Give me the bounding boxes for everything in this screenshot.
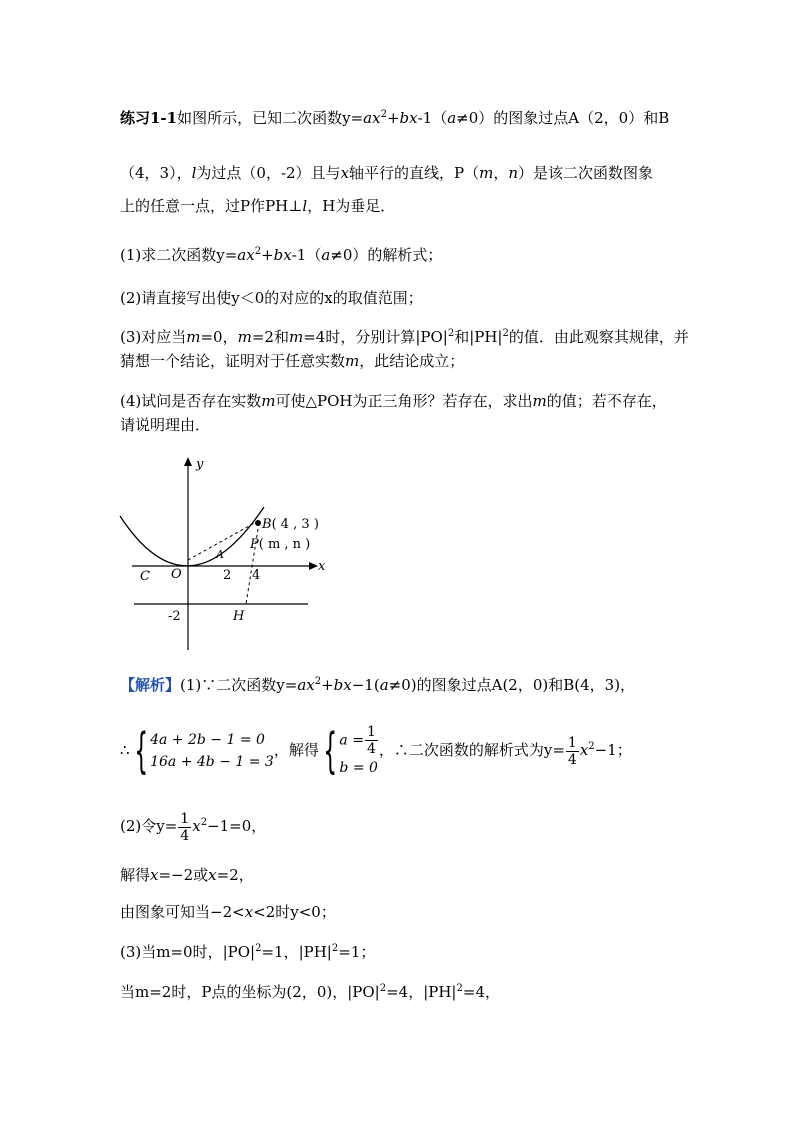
parabola-curve — [120, 507, 264, 566]
text: x — [340, 164, 350, 182]
tick-neg2-label: -2 — [168, 609, 181, 624]
brace: { — [133, 723, 148, 779]
y-axis-label: y — [196, 457, 204, 472]
problem-line-1 — [120, 108, 669, 128]
b-letter: B — [262, 517, 272, 532]
text: ，解得 — [273, 741, 319, 759]
solution-line-3 — [120, 865, 254, 885]
fraction — [178, 811, 191, 844]
equation-2: 16a + 4b − 1 = 3 — [150, 754, 274, 770]
text: x — [244, 903, 254, 921]
superscript: 2 — [502, 328, 509, 339]
text: =1； — [338, 943, 376, 961]
solution-line-6 — [120, 982, 500, 1002]
solution-system — [339, 724, 378, 779]
text: ，此结论成立； — [359, 352, 465, 370]
question-4-line-1 — [120, 391, 667, 411]
problem-line-3 — [120, 196, 395, 216]
text: 轴平行的直线，P（ — [349, 164, 480, 182]
equation-1: 4a + 2b − 1 = 0 — [150, 732, 265, 748]
text: 可使△POH为正三角形？若存在，求出 — [275, 392, 533, 410]
text: m — [532, 392, 547, 410]
text: -1（ — [417, 109, 448, 127]
point-b — [255, 520, 261, 526]
text: 的值；若不存在， — [546, 392, 667, 410]
text: l — [191, 164, 197, 182]
p-coords: ( m , n ) — [258, 537, 311, 552]
text: 由图象可知当−2< — [120, 903, 245, 921]
b-coords: ( 4 , 3 ) — [271, 517, 319, 532]
fraction-denominator: 4 — [567, 751, 577, 768]
y-axis-arrow — [184, 457, 192, 466]
text: ，H为垂足． — [307, 197, 396, 215]
text: l — [302, 197, 308, 215]
superscript: 2 — [255, 943, 262, 954]
tick-4-label: 4 — [252, 568, 261, 583]
fraction-numerator: 1 — [567, 734, 577, 751]
text: =4时，分别计算|PO| — [303, 328, 448, 346]
solution-line-5 — [120, 942, 375, 962]
point-b-label — [261, 517, 319, 532]
text: =4，|PH| — [386, 983, 457, 1001]
text: （4，3）， — [120, 164, 192, 182]
text: 当m=2时，P点的坐标为(2，0)，|PO| — [120, 983, 380, 1001]
text: + — [321, 676, 334, 694]
parabola-figure — [118, 455, 338, 655]
fraction-numerator: 1 — [180, 810, 190, 827]
text: -1（ — [291, 246, 322, 264]
point-h-label: H — [233, 609, 245, 624]
text: x — [192, 817, 201, 835]
solution-line-1 — [120, 675, 635, 695]
text: =2和 — [251, 328, 289, 346]
text: −1=0， — [207, 817, 267, 835]
text: ≠0）的解析式； — [330, 246, 443, 264]
problem-label: 练习1-1 — [120, 109, 178, 127]
superscript: 2 — [588, 741, 595, 752]
text: + — [261, 246, 274, 264]
text: (4)试问是否存在实数 — [120, 392, 262, 410]
text: −1； — [594, 741, 632, 759]
superscript: 2 — [254, 246, 262, 257]
superscript: 2 — [447, 328, 455, 339]
therefore-symbol: ∴ — [120, 741, 130, 759]
text: n — [508, 164, 519, 182]
text: 和|PH| — [454, 328, 503, 346]
point-a-label: A — [216, 548, 224, 561]
superscript: 2 — [380, 109, 387, 120]
text: m — [186, 328, 201, 346]
text: =4， — [462, 983, 500, 1001]
superscript: 2 — [314, 676, 322, 687]
text: + — [386, 109, 400, 127]
superscript: 2 — [456, 983, 463, 994]
text: m — [261, 392, 276, 410]
p-letter: P — [250, 537, 259, 552]
problem-line-2 — [120, 163, 653, 183]
text: a — [321, 246, 331, 264]
x-axis-label: x — [318, 559, 326, 574]
answer-a: a = — [339, 732, 364, 748]
text: x — [579, 741, 589, 759]
text: ax — [297, 676, 315, 694]
text: ax — [363, 109, 381, 127]
text: ， — [493, 164, 509, 182]
solution-system-line — [120, 722, 632, 779]
text: 的值．由此观察其规律，并 — [508, 328, 689, 346]
text: ≠0）的图象过点A（2，0）和B — [456, 109, 670, 127]
solution-line-4 — [120, 902, 336, 922]
fraction — [566, 735, 579, 768]
solution-line-2 — [120, 808, 266, 844]
text: bx — [273, 246, 292, 264]
text: =1，|PH| — [261, 943, 332, 961]
superscript: 2 — [200, 817, 208, 828]
text: ax — [237, 246, 255, 264]
text: 上的任意一点，过P作PH⊥ — [120, 197, 303, 215]
question-3-line-1 — [120, 327, 689, 347]
text: m — [288, 328, 304, 346]
answer-b: b = 0 — [339, 759, 378, 776]
text: x — [208, 866, 217, 884]
fraction-numerator: 1 — [366, 723, 376, 740]
text: 如图所示，已知二次函数y= — [177, 109, 364, 127]
text: (1)求二次函数y= — [120, 246, 238, 264]
text: m — [345, 352, 360, 370]
text: a — [379, 676, 389, 694]
brace: { — [323, 723, 338, 779]
text: =2， — [216, 866, 254, 884]
fraction-denominator: 4 — [366, 740, 376, 757]
text: bx — [333, 676, 352, 694]
fraction-denominator: 4 — [180, 827, 190, 844]
text: (1)∵二次函数y= — [180, 676, 298, 694]
question-2: (2)请直接写出使y＜0的对应的x的取值范围； — [120, 289, 423, 307]
fraction — [365, 724, 378, 757]
text: 解得 — [120, 866, 151, 884]
text: ）是该二次函数图象 — [518, 164, 654, 182]
origin-label: O — [171, 567, 182, 582]
text: m — [237, 328, 252, 346]
text: ≠0)的图象过点A(2，0)和B(4，3)， — [388, 676, 636, 694]
tick-2-label: 2 — [223, 568, 232, 583]
x-axis-arrow — [309, 562, 318, 570]
text: 猜想一个结论，证明对于任意实数 — [120, 352, 346, 370]
text: 为过点（0，-2）且与 — [196, 164, 341, 182]
text: =0， — [200, 328, 238, 346]
text: m — [479, 164, 494, 182]
superscript: 2 — [379, 983, 387, 994]
text: (3)对应当 — [120, 328, 187, 346]
question-3-line-2 — [120, 351, 464, 371]
text: −1( — [351, 676, 380, 694]
text: bx — [399, 109, 418, 127]
solution-tag: 【解析】 — [120, 676, 181, 694]
text: x — [150, 866, 159, 884]
text: (2)令y= — [120, 817, 178, 835]
equation-system — [150, 729, 274, 773]
point-p-label — [249, 537, 310, 552]
text: ，∴二次函数的解析式为y= — [378, 741, 565, 759]
text: <2时y<0； — [253, 903, 336, 921]
point-c-label: C — [140, 569, 150, 584]
text: =−2或 — [158, 866, 209, 884]
superscript: 2 — [331, 943, 339, 954]
text: a — [447, 109, 457, 127]
question-1 — [120, 245, 442, 265]
text: (3)当m=0时，|PO| — [120, 943, 256, 961]
question-4-line-2: 请说明理由． — [120, 416, 211, 434]
